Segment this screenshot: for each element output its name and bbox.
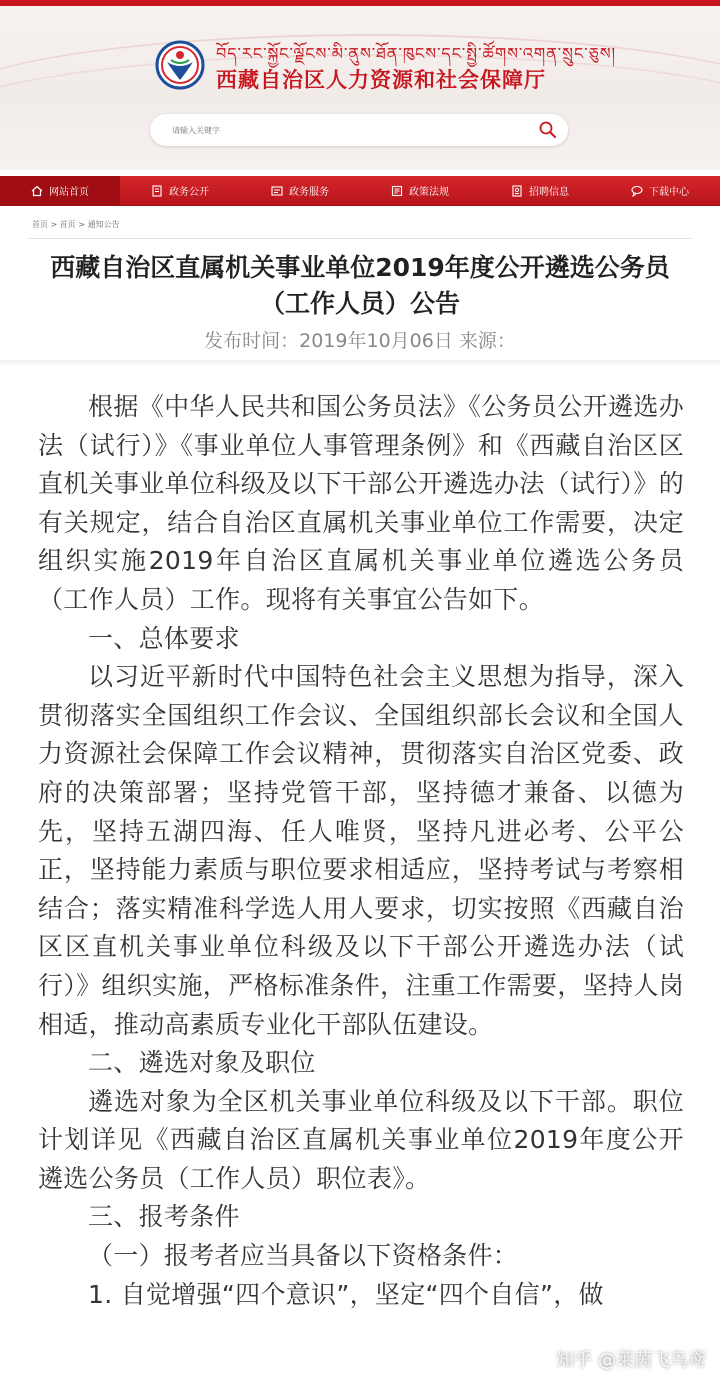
service-icon [271,185,283,197]
nav-item-label: 网站首页 [49,187,89,198]
content-shadow [0,360,720,366]
article-paragraph: （一）报考者应当具备以下资格条件： [88,1241,519,1271]
search-box [150,114,568,146]
article-title [0,250,720,322]
article-meta: 发布时间：2019年10月06日 来源： [204,330,516,352]
article-paragraph: 遴选对象为全区机关事业单位科级及以下干部。职位计划详见《西藏自治区直属机关事业单位2019年度公开遴选公务员（工作人员）职位表》。 [38,1086,684,1193]
watermark: 知乎 @莱茵飞鸟鸢 [556,1350,706,1371]
nav-item-home[interactable] [0,176,120,206]
nav-item-download[interactable] [600,176,720,206]
site-header [0,6,720,170]
breadcrumb-divider [28,238,692,239]
section-heading: 三、报考条件 [88,1202,240,1232]
site-name[interactable]: 西藏自治区人力资源和社会保障厅 [216,68,546,92]
document-icon [151,185,163,197]
nav-item-gov-affairs[interactable] [120,176,240,206]
article-paragraph: 根据《中华人民共和国公务员法》《公务员公开遴选办法（试行）》《事业单位人事管理条例》和《西藏自治区区直机关事业单位科级及以下干部公开遴选办法（试行）》的有关规定，结合自治区直属机关事业单位工作需要，决定组织实施2019年自治区直属机关事业单位遴选公务员（工作人员）工作。现将有关事宜公告如下。 [38,392,684,614]
nav-item-recruitment[interactable] [480,176,600,206]
home-icon [31,185,43,197]
article-paragraph: 以习近平新时代中国特色社会主义思想为指导，深入贯彻落实全国组织工作会议、全国组织部长会议和全国人力资源社会保障工作会议精神，贯彻落实自治区党委、政府的决策部署；坚持党管干部，坚持德才兼备、以德为先，坚持五湖四海、任人唯贤，坚持凡进必考、公平公正，坚持能力素质与职位要求相适应，坚持考试与考察相结合；落实精准科学选人用人要求，切实按照《西藏自治区区直机关事业单位科级及以下干部公开遴选办法（试行）》组织实施，严格标准条件，注重工作需要，坚持人岗相适，推动高素质专业化干部队伍建设。 [38,662,684,1039]
nav-item-gov-service[interactable] [240,176,360,206]
article-title-line: 西藏自治区直属机关事业单位2019年度公开遴选公务员 [50,253,670,282]
nav-item-label: 招聘信息 [529,187,569,198]
download-icon [631,185,643,197]
site-name-tibetan: བོད་རང་སྐྱོང་ལྗོངས་མི་ནུས་ཐོན་ཁུངས་དང་སྤྱི་ཚོགས་འགན་སྲུང་ཅུས། [216,44,617,63]
nav-item-label: 政务公开 [169,187,209,198]
nav-item-label: 下载中心 [649,187,689,198]
article-paragraph: 1. 自觉增强“四个意识”，坚定“四个自信”，做 [88,1279,604,1309]
article-body [38,388,684,1314]
ministry-logo-icon[interactable] [155,40,205,90]
search-icon[interactable] [538,120,558,140]
regulation-icon [391,185,403,197]
recruit-icon [511,185,523,197]
section-heading: 二、遴选对象及职位 [88,1048,316,1078]
breadcrumb[interactable]: 首页 > 首页 > 通知公告 [32,220,120,229]
section-heading: 一、总体要求 [88,623,240,653]
search-input[interactable] [172,120,512,140]
nav-item-regulations[interactable] [360,176,480,206]
article-title-line: （工作人员）公告 [259,289,460,318]
nav-item-label: 政务服务 [289,187,329,198]
nav-item-label: 政策法规 [409,187,449,198]
main-nav [0,176,720,206]
